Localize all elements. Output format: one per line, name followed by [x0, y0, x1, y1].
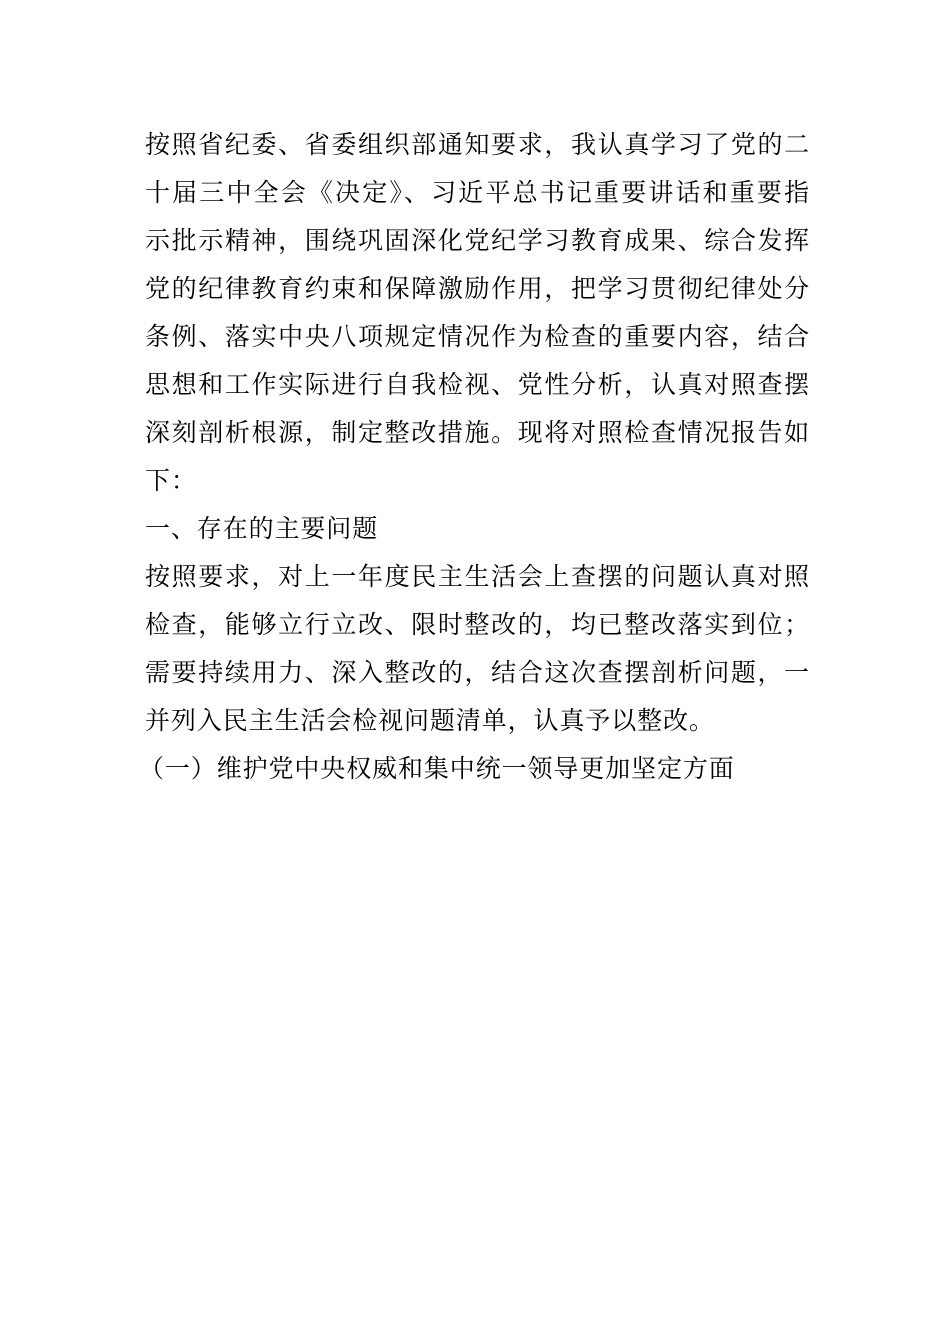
document-body — [139, 121, 810, 793]
paragraph-line: 思想和工作实际进行自我检视、党性分析，认真对照查摆 — [145, 370, 810, 399]
paragraph-line: 条例、落实中央八项规定情况作为检查的重要内容，结合 — [145, 322, 810, 351]
paragraph-line: 需要持续用力、深入整改的，结合这次查摆剖析问题，一 — [145, 658, 810, 687]
paragraph-line: 深刻剖析根源，制定整改措施。现将对照检查情况报告如 — [145, 418, 810, 447]
paragraph-line: 十届三中全会《决定》、习近平总书记重要讲话和重要指 — [145, 178, 810, 207]
section-heading: 一、存在的主要问题 — [145, 514, 379, 543]
paragraph-line: 按照省纪委、省委组织部通知要求，我认真学习了党的二 — [145, 130, 810, 159]
paragraph-line: 示批示精神，围绕巩固深化党纪学习教育成果、综合发挥 — [145, 226, 810, 255]
paragraph-line: 下： — [145, 466, 197, 495]
subsection-heading: （一）维护党中央权威和集中统一领导更加坚定方面 — [139, 754, 735, 783]
paragraph-line: 并列入民主生活会检视问题清单，认真予以整改。 — [145, 706, 715, 735]
paragraph-line: 检查，能够立行立改、限时整改的，均已整改落实到位； — [145, 610, 810, 639]
paragraph-line: 党的纪律教育约束和保障激励作用，把学习贯彻纪律处分 — [145, 274, 810, 303]
paragraph-line: 按照要求，对上一年度民主生活会上查摆的问题认真对照 — [145, 562, 810, 591]
